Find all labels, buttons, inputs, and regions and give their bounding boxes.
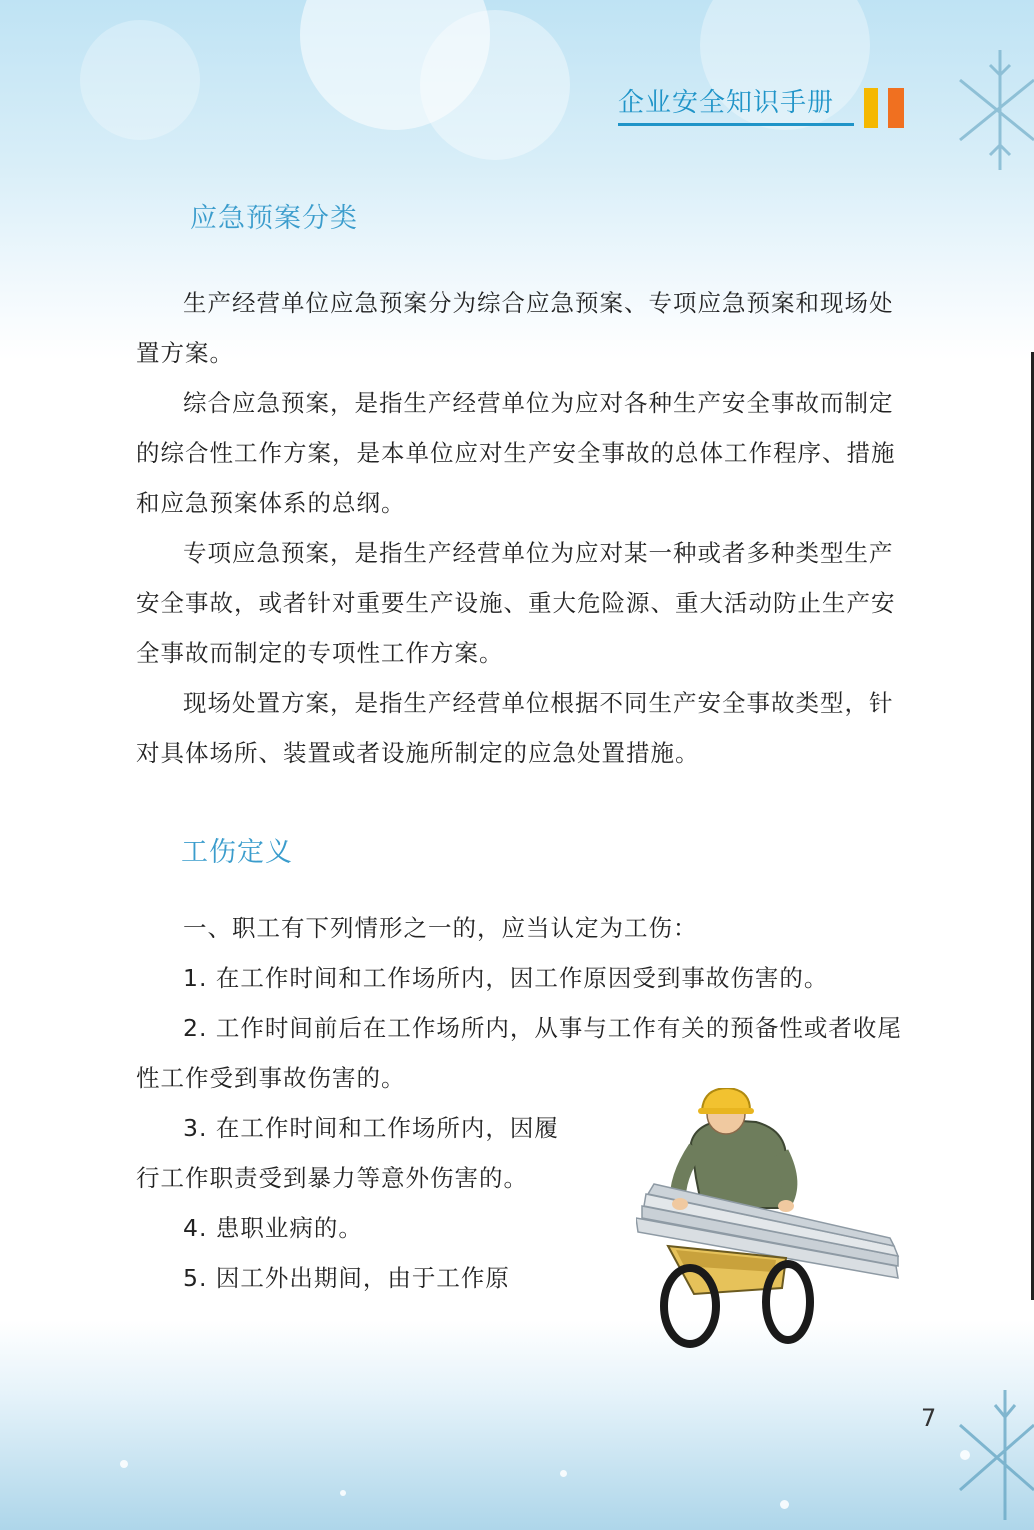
snow-dot [560,1470,567,1477]
paragraph: 1. 在工作时间和工作场所内，因工作原因受到事故伤害的。 [183,964,829,992]
section-title-emergency-plan: 应急预案分类 [190,203,358,234]
paragraph: 现场处置方案，是指生产经营单位根据不同生产安全事故类型，针对具体场所、装置或者设施所制定的应急处置措施。 [136,689,894,767]
paragraph: 生产经营单位应急预案分为综合应急预案、专项应急预案和现场处置方案。 [136,289,894,367]
section-title-work-injury: 工伤定义 [181,837,293,868]
emergency-plan-body [136,278,904,778]
snowflake-icon [940,40,1034,180]
bokeh-circle [420,10,570,160]
snow-dot [120,1460,128,1468]
paragraph: 3. 在工作时间和工作场所内，因履行工作职责受到暴力等意外伤害的。 [136,1114,559,1192]
snow-dot [340,1490,346,1496]
work-injury-body-narrow [136,1103,576,1303]
accent-bar-orange [888,88,904,128]
snowflake-icon [950,1380,1034,1530]
handbook-title: 企业安全知识手册 [618,88,835,118]
title-underline [618,123,854,126]
paragraph: 2. 工作时间前后在工作场所内，从事与工作有关的预备性或者收尾性工作受到事故伤害的。 [136,1014,902,1092]
page-number: 7 [921,1404,937,1432]
paragraph: 综合应急预案，是指生产经营单位为应对各种生产安全事故而制定的综合性工作方案，是本单位应对生产安全事故的总体工作程序、措施和应急预案体系的总纲。 [136,389,896,517]
paragraph: 一、职工有下列情形之一的，应当认定为工伤： [183,914,698,942]
work-injury-body [136,903,904,1103]
worker-with-wheelbarrow-illustration [636,1088,902,1348]
accent-bar-yellow [864,88,878,128]
snow-dot [780,1500,789,1509]
paragraph: 4. 患职业病的。 [183,1214,363,1242]
bokeh-circle [80,20,200,140]
paragraph: 专项应急预案，是指生产经营单位为应对某一种或者多种类型生产安全事故，或者针对重要生产设施、重大危险源、重大活动防止生产安全事故而制定的专项性工作方案。 [136,539,896,667]
footer-background [0,1320,1034,1530]
paragraph: 5. 因工外出期间，由于工作原 [183,1264,510,1292]
